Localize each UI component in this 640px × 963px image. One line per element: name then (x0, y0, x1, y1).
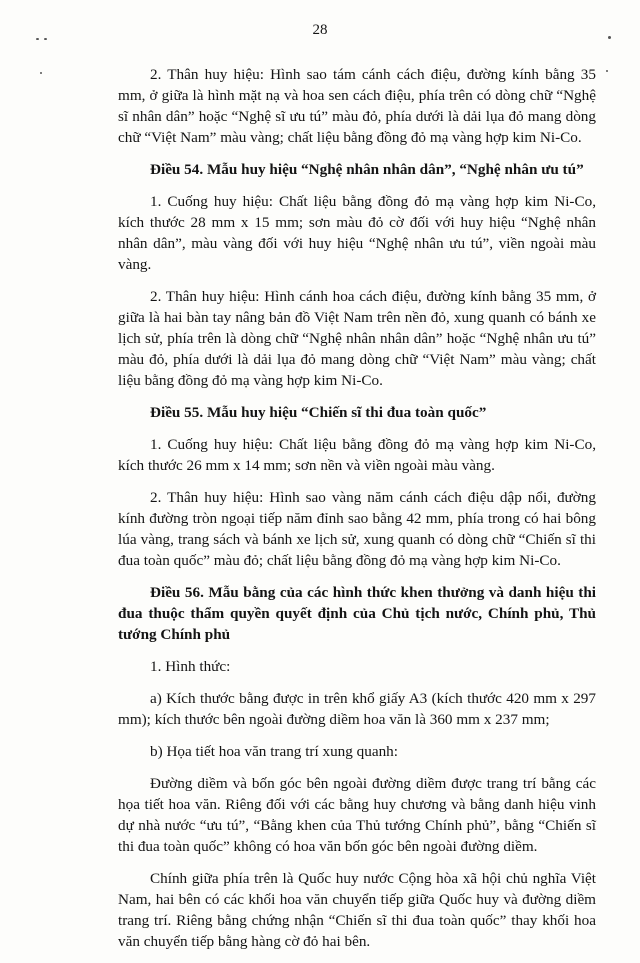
article-heading: Điều 56. Mẫu bằng của các hình thức khen thưởng và danh hiệu thi đua thuộc thẩm quyền quyết định của Chủ tịch nước, Chính phủ, Thủ tướng Chính phủ (118, 584, 596, 643)
scan-speck (36, 38, 39, 40)
paragraph: Chính giữa phía trên là Quốc huy nước Cộng hòa xã hội chủ nghĩa Việt Nam, hai bên có các khối hoa văn chuyển tiếp giữa Quốc huy và đường diềm trang trí. Riêng bằng chứng nhận “Chiến sĩ thi đua toàn quốc” thay khối hoa văn chuyển tiếp bằng hàng cờ đỏ hai bên. (118, 870, 596, 950)
page-number: 28 (312, 22, 328, 38)
scan-speck (606, 70, 608, 72)
article-heading: Điều 55. Mẫu huy hiệu “Chiến sĩ thi đua toàn quốc” (150, 404, 487, 421)
document-body (118, 64, 596, 963)
scan-speck (44, 38, 47, 40)
scan-speck (40, 72, 42, 74)
paragraph: 1. Cuống huy hiệu: Chất liệu bằng đồng đỏ mạ vàng hợp kim Ni-Co, kích thước 28 mm x 15 mm; sơn màu đỏ cờ đối với huy hiệu “Nghệ nhân nhân dân”, màu vàng đối với huy hiệu “Nghệ nhân ưu tú”, viền ngoài màu vàng. (118, 193, 596, 273)
paragraph: 1. Cuống huy hiệu: Chất liệu bằng đồng đỏ mạ vàng hợp kim Ni-Co, kích thước 26 mm x 14 mm; sơn nền và viền ngoài màu vàng. (118, 436, 596, 474)
paragraph: a) Kích thước bằng được in trên khổ giấy A3 (kích thước 420 mm x 297 mm); kích thước bên ngoài đường diềm hoa văn là 360 mm x 237 mm; (118, 690, 596, 728)
paragraph: b) Họa tiết hoa văn trang trí xung quanh: (150, 743, 398, 760)
paragraph: 2. Thân huy hiệu: Hình cánh hoa cách điệu, đường kính bằng 35 mm, ở giữa là hai bàn tay nâng bản đồ Việt Nam trên nền đỏ, xung quanh có bánh xe lịch sử, phía trên là dòng chữ “Nghệ nhân nhân dân” hoặc “Nghệ nhân ưu tú” màu đỏ, phía dưới là dải lụa đỏ mang dòng chữ “Việt Nam” màu vàng; chất liệu bằng đồng đỏ mạ vàng hợp kim Ni-Co. (118, 288, 596, 389)
paragraph: Đường diềm và bốn góc bên ngoài đường diềm được trang trí bằng các họa tiết hoa văn. Riêng đối với các bằng huy chương và bằng danh hiệu vinh dự nhà nước “ưu tú”, “Bằng khen của Thủ tướng Chính phủ”, bằng “Chiến sĩ thi đua toàn quốc” không có hoa văn bốn góc bên ngoài đường diềm. (118, 775, 596, 855)
article-heading: Điều 54. Mẫu huy hiệu “Nghệ nhân nhân dân”, “Nghệ nhân ưu tú” (150, 161, 584, 178)
paragraph: 2. Thân huy hiệu: Hình sao vàng năm cánh cách điệu dập nổi, đường kính đường tròn ngoại tiếp năm đỉnh sao bằng 42 mm, phía trong có hai bông lúa vàng, trang sách và bánh xe lịch sử, xung quanh có dòng chữ “Chiến sĩ thi đua toàn quốc” màu đỏ; chất liệu bằng đồng đỏ mạ vàng hợp kim Ni-Co. (118, 489, 596, 569)
paragraph: 2. Thân huy hiệu: Hình sao tám cánh cách điệu, đường kính bằng 35 mm, ở giữa là hình mặt nạ và hoa sen cách điệu, phía trên có dòng chữ “Nghệ sĩ nhân dân” hoặc “Nghệ sĩ ưu tú” màu đỏ, phía dưới là dải lụa đỏ mang dòng chữ “Việt Nam” màu vàng; chất liệu bằng đồng đỏ mạ vàng hợp kim Ni-Co. (118, 66, 596, 146)
paragraph: 1. Hình thức: (150, 658, 231, 675)
scan-speck (608, 36, 611, 39)
